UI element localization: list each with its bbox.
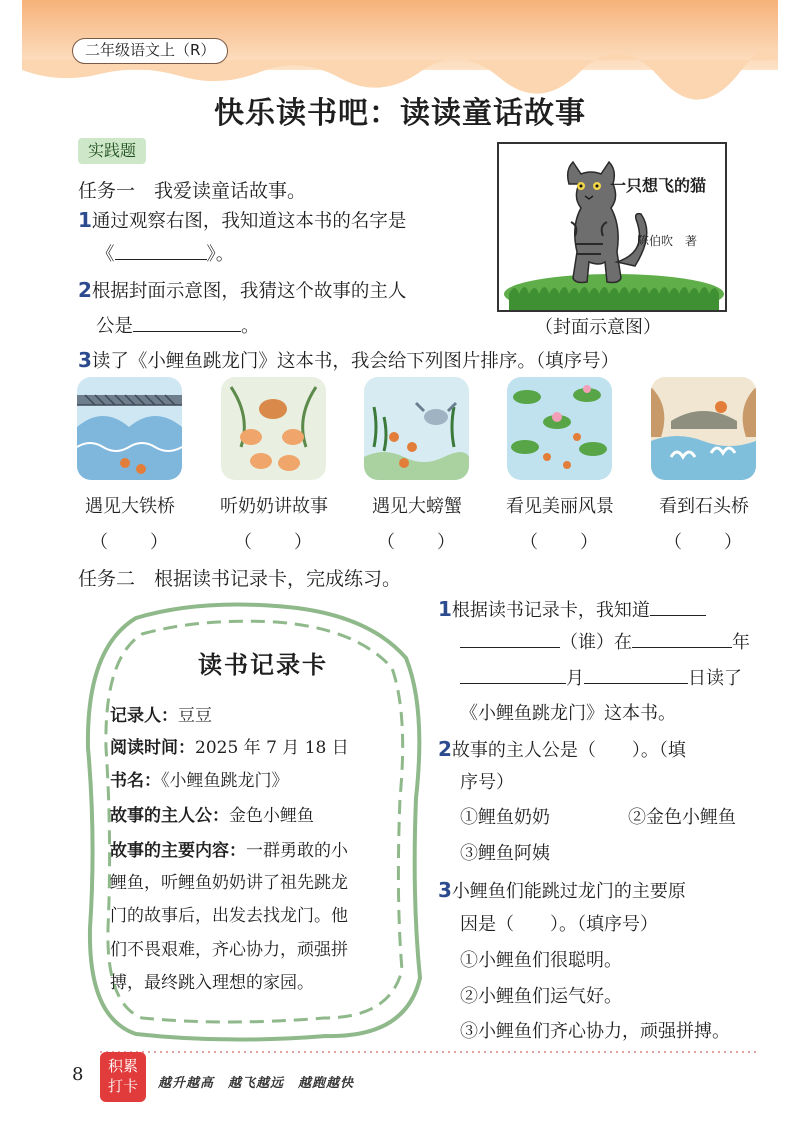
order-blank-5[interactable]: （ ） — [664, 532, 744, 553]
picture-label-1: 遇见大铁桥 — [85, 496, 175, 517]
who-blank-2[interactable] — [460, 626, 560, 648]
picture-stone-bridge — [651, 377, 756, 480]
cover-author: 陈伯吹 著 — [637, 234, 698, 248]
right-q1-line2 — [460, 626, 750, 660]
card-title: 读书记录卡 — [198, 651, 328, 679]
q3-option-1[interactable]: ①小鲤鱼们很聪明。 — [460, 950, 622, 971]
cat-illustration — [499, 144, 727, 312]
task2-heading: 任务二 根据读书记录卡，完成练习。 — [78, 568, 402, 590]
book-close-mark: 》。 — [206, 244, 235, 265]
recorder-label: 记录人： — [110, 706, 178, 726]
month-blank[interactable] — [460, 662, 566, 684]
content-label: 故事的主要内容： — [110, 841, 246, 861]
book-open-mark: 《 — [96, 244, 115, 265]
book-cover — [497, 142, 727, 312]
q2-prefix: 公是 — [96, 316, 134, 337]
task1-heading: 任务一 我爱读童话故事。 — [78, 180, 307, 202]
grade-label: 二年级语文上（R） — [72, 38, 228, 64]
grandma-carp-icon — [221, 377, 326, 480]
order-blank-3[interactable]: （ ） — [377, 532, 457, 553]
q1-text-a: 根据读书记录卡，我知道 — [451, 600, 650, 621]
hero-blank[interactable] — [133, 310, 241, 332]
right-q1-line1 — [438, 592, 706, 628]
footer-slogan: 越升越高 越飞越远 越跑越快 — [158, 1076, 355, 1091]
question-number: 2 — [438, 737, 452, 761]
picture-label-5: 看到石头桥 — [659, 496, 749, 517]
q2-text-a: 故事的主人公是（ ）。（填 — [451, 740, 686, 761]
picture-iron-bridge — [77, 377, 182, 480]
recorder-value: 豆豆 — [178, 706, 212, 726]
footer-divider — [100, 1050, 760, 1054]
crab-icon — [364, 377, 469, 480]
card-content-2: 鲤鱼，听鲤鱼奶奶讲了祖先跳龙 — [110, 873, 348, 893]
card-content-4: 们不畏艰难，齐心协力，顽强拼 — [110, 940, 348, 960]
year-blank[interactable] — [632, 626, 732, 648]
q3-text-a: 小鲤鱼们能跳过龙门的主要原 — [451, 881, 686, 902]
content-text: 一群勇敢的小 — [246, 841, 348, 861]
q3-option-2[interactable]: ②小鲤鱼们运气好。 — [460, 986, 622, 1007]
q1-text-e: 日读了 — [688, 668, 742, 689]
right-q2-line1 — [438, 732, 686, 768]
question-number: 3 — [78, 348, 92, 372]
card-content-1 — [110, 835, 410, 868]
q2-option-3[interactable]: ③鲤鱼阿姨 — [460, 843, 550, 864]
book-label: 书名： — [110, 771, 161, 791]
card-hero — [110, 800, 410, 833]
lotus-pond-icon — [507, 377, 612, 480]
card-reading-time — [110, 732, 410, 765]
day-blank[interactable] — [584, 662, 688, 684]
right-q2-line2: 序号） — [460, 772, 514, 793]
picture-crab — [364, 377, 469, 480]
accumulate-badge — [100, 1052, 146, 1102]
cover-title: 一只想飞的猫 — [610, 176, 707, 195]
card-recorder — [110, 700, 410, 733]
q2-suffix: 。 — [241, 316, 260, 337]
time-label: 阅读时间： — [110, 738, 195, 758]
q2-text: 根据封面示意图，我猜这个故事的主人 — [91, 281, 407, 302]
task1-question-2 — [78, 274, 478, 308]
iron-bridge-icon — [77, 377, 182, 480]
task1-q2-answer-line — [96, 310, 260, 343]
page-title: 快乐读书吧：读读童话故事 — [214, 96, 586, 131]
page-number: 8 — [72, 1064, 84, 1085]
picture-grandma-carp — [221, 377, 326, 480]
picture-lotus-pond — [507, 377, 612, 480]
right-q3-line2: 因是（ ）。（填序号） — [460, 914, 658, 935]
question-number: 1 — [438, 597, 452, 621]
right-q1-line3 — [460, 662, 742, 696]
order-blank-4[interactable]: （ ） — [520, 532, 600, 553]
stone-bridge-icon — [651, 377, 756, 480]
q1-text-b: （谁）在 — [560, 632, 632, 653]
q1-text-c: 年 — [732, 632, 750, 653]
q2-option-2[interactable]: ②金色小鲤鱼 — [628, 807, 736, 828]
card-content-5: 搏，最终跳入理想的家园。 — [110, 973, 314, 993]
q3-text: 读了《小鲤鱼跳龙门》这本书，我会给下列图片排序。（填序号） — [91, 351, 620, 372]
q3-option-3[interactable]: ③小鲤鱼们齐心协力，顽强拼搏。 — [460, 1021, 730, 1042]
question-number: 1 — [78, 208, 92, 232]
order-blank-1[interactable]: （ ） — [90, 532, 170, 553]
badge-line-2: 打卡 — [107, 1077, 138, 1095]
task1-question-3 — [78, 344, 758, 378]
right-q3-line1 — [438, 873, 686, 909]
time-value: 2025 年 7 月 18 日 — [195, 738, 349, 758]
task1-question-1 — [78, 204, 478, 238]
practice-tag: 实践题 — [78, 138, 146, 164]
question-number: 3 — [438, 878, 452, 902]
book-title-blank[interactable] — [115, 238, 207, 260]
order-blank-2[interactable]: （ ） — [234, 532, 314, 553]
book-value: 《小鲤鱼跳龙门》 — [161, 771, 289, 791]
card-book — [110, 765, 410, 798]
q2-option-1[interactable]: ①鲤鱼奶奶 — [460, 807, 550, 828]
task1-q1-answer-line — [96, 238, 234, 271]
hero-label: 故事的主人公： — [110, 806, 229, 826]
cover-caption: （封面示意图） — [535, 317, 661, 338]
badge-line-1: 积累 — [107, 1057, 138, 1075]
picture-label-4: 看见美丽风景 — [506, 496, 614, 517]
q1-text-d: 月 — [566, 668, 584, 689]
q1-text: 通过观察右图，我知道这本书的名字是 — [91, 211, 407, 232]
picture-label-3: 遇见大螃蟹 — [372, 496, 462, 517]
right-q1-line4: 《小鲤鱼跳龙门》这本书。 — [460, 703, 676, 724]
card-content-3: 门的故事后，出发去找龙门。他 — [110, 906, 348, 926]
picture-label-2: 听奶奶讲故事 — [220, 496, 328, 517]
who-blank-1[interactable] — [650, 594, 706, 616]
question-number: 2 — [78, 278, 92, 302]
hero-value: 金色小鲤鱼 — [229, 806, 314, 826]
